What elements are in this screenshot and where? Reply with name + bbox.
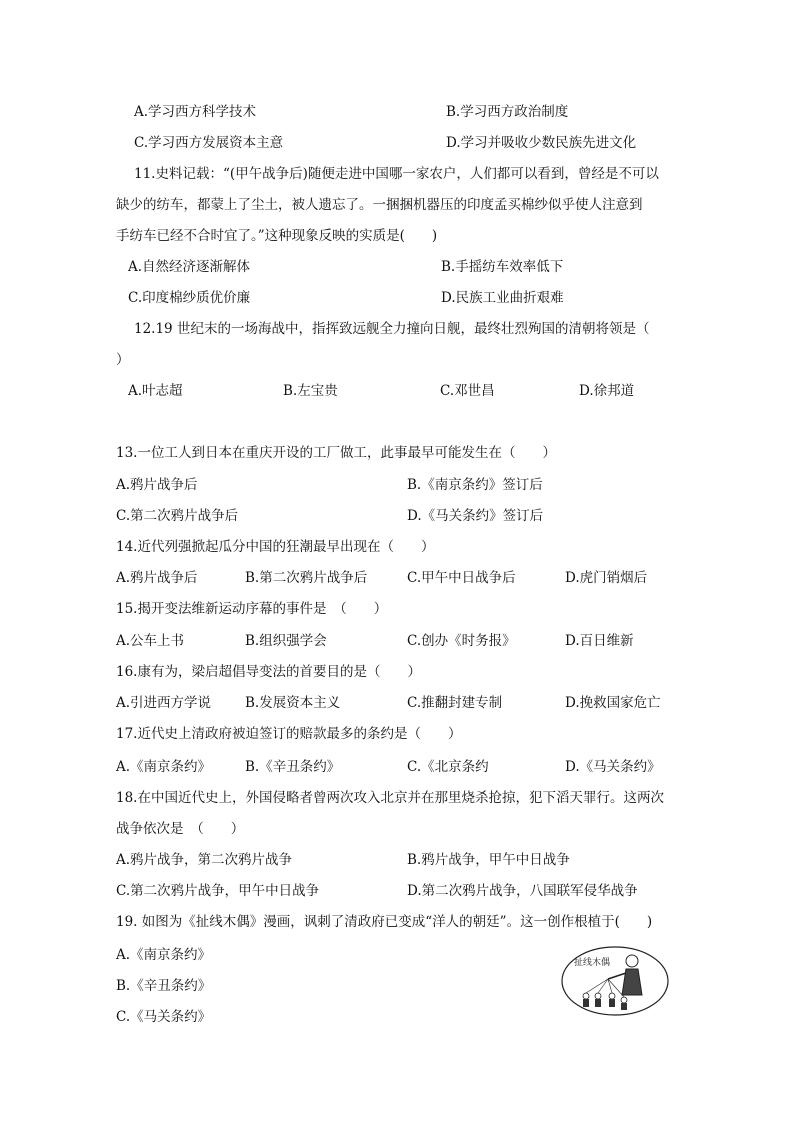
q18-option-a: A.鸦片战争，第二次鸦片战争 <box>116 852 293 868</box>
q10-option-d: D.学习并吸收少数民族先进文化 <box>446 135 637 151</box>
q19-stem: 19. 如图为《扯线木偶》漫画，讽刺了清政府已变成“洋人的朝廷”。这一创作根植于( ) <box>116 914 653 930</box>
q11-option-a: A.自然经济逐渐解体 <box>128 259 251 275</box>
q17-option-d: D.《马关条约》 <box>565 759 661 775</box>
q16-option-c: C.推翻封建专制 <box>407 695 503 711</box>
q10-option-a: A.学习西方科学技术 <box>134 104 257 120</box>
q19-option-a: A.《南京条约》 <box>116 947 212 963</box>
q12-option-b: B.左宝贵 <box>283 383 338 399</box>
q18-option-c: C.第二次鸦片战争，甲午中日战争 <box>116 883 320 899</box>
puppet-cartoon <box>560 945 670 1017</box>
q18-option-d: D.第二次鸦片战争，八国联军侵华战争 <box>407 883 638 899</box>
q12-stem-line-1: 12.19 世纪末的一场海战中，指挥致远舰全力撞向日舰，最终壮烈殉国的清朝将领是（ <box>134 321 650 337</box>
q13-option-b: B.《南京条约》签订后 <box>407 477 543 493</box>
q11-option-b: B.手摇纺车效率低下 <box>441 259 564 275</box>
puppet-cartoon-drawing <box>560 945 670 1017</box>
q11-stem-line-3: 手纺车已经不合时宜了。”这种现象反映的实质是( ) <box>116 228 438 244</box>
q17-option-c: C.《北京条约 <box>407 759 489 775</box>
q17-option-b: B.《辛丑条约》 <box>245 759 341 775</box>
q14-option-d: D.虎门销烟后 <box>565 570 648 586</box>
q16-option-d: D.挽救国家危亡 <box>565 695 661 711</box>
q13-option-a: A.鸦片战争后 <box>116 477 198 493</box>
q10-option-b: B.学习西方政治制度 <box>446 104 569 120</box>
q16-option-b: B.发展资本主义 <box>245 695 341 711</box>
q13-option-c: C.第二次鸦片战争后 <box>116 508 239 524</box>
q14-option-a: A.鸦片战争后 <box>116 570 198 586</box>
q18-stem-line-1: 18.在中国近代史上，外国侵略者曾两次攻入北京并在那里烧杀抢掠，犯下滔天罪行。这两次 <box>116 790 664 806</box>
q17-option-a: A.《南京条约》 <box>116 759 212 775</box>
q18-option-b: B.鸦片战争，甲午中日战争 <box>407 852 570 868</box>
q11-option-d: D.民族工业曲折艰难 <box>441 290 564 306</box>
q17-stem: 17.近代史上清政府被迫签订的赔款最多的条约是（ ） <box>116 726 462 742</box>
q15-stem: 15.揭开变法维新运动序幕的事件是 （ ） <box>116 601 388 617</box>
q16-option-a: A.引进西方学说 <box>116 695 212 711</box>
q15-option-b: B.组织强学会 <box>245 633 327 649</box>
q19-option-b: B.《辛丑条约》 <box>116 978 212 994</box>
q18-stem-line-2: 战争依次是 （ ） <box>116 821 245 837</box>
q12-option-a: A.叶志超 <box>128 383 183 399</box>
q14-option-c: C.甲午中日战争后 <box>407 570 516 586</box>
q12-option-c: C.邓世昌 <box>440 383 495 399</box>
q11-option-c: C.印度棉纱质优价廉 <box>128 290 251 306</box>
q15-option-c: C.创办《时务报》 <box>407 633 516 649</box>
q13-stem: 13.一位工人到日本在重庆开设的工厂做工，此事最早可能发生在（ ） <box>116 445 556 461</box>
q15-option-d: D.百日维新 <box>565 633 634 649</box>
q12-stem-line-2: ） <box>116 352 130 368</box>
q15-option-a: A.公车上书 <box>116 633 185 649</box>
q11-stem-line-1: 11.史料记载：“(甲午战争后)随便走进中国哪一家农户，人们都可以看到，曾经是不可以 <box>134 166 659 182</box>
q14-stem: 14.近代列强掀起瓜分中国的狂潮最早出现在（ ） <box>116 539 435 555</box>
q19-option-c: C.《马关条约》 <box>116 1009 212 1025</box>
q16-stem: 16.康有为，梁启超倡导变法的首要目的是（ ） <box>116 664 421 680</box>
q12-option-d: D.徐邦道 <box>579 383 635 399</box>
cartoon-caption: 扯线木偶 <box>574 958 611 968</box>
q10-option-c: C.学习西方发展资本主意 <box>134 135 284 151</box>
q14-option-b: B.第二次鸦片战争后 <box>245 570 368 586</box>
q13-option-d: D.《马关条约》签订后 <box>407 508 544 524</box>
q11-stem-line-2: 缺少的纺车，都蒙上了尘土，被人遗忘了。一捆捆机器压的印度孟买棉纱似乎使人注意到 <box>116 197 643 213</box>
